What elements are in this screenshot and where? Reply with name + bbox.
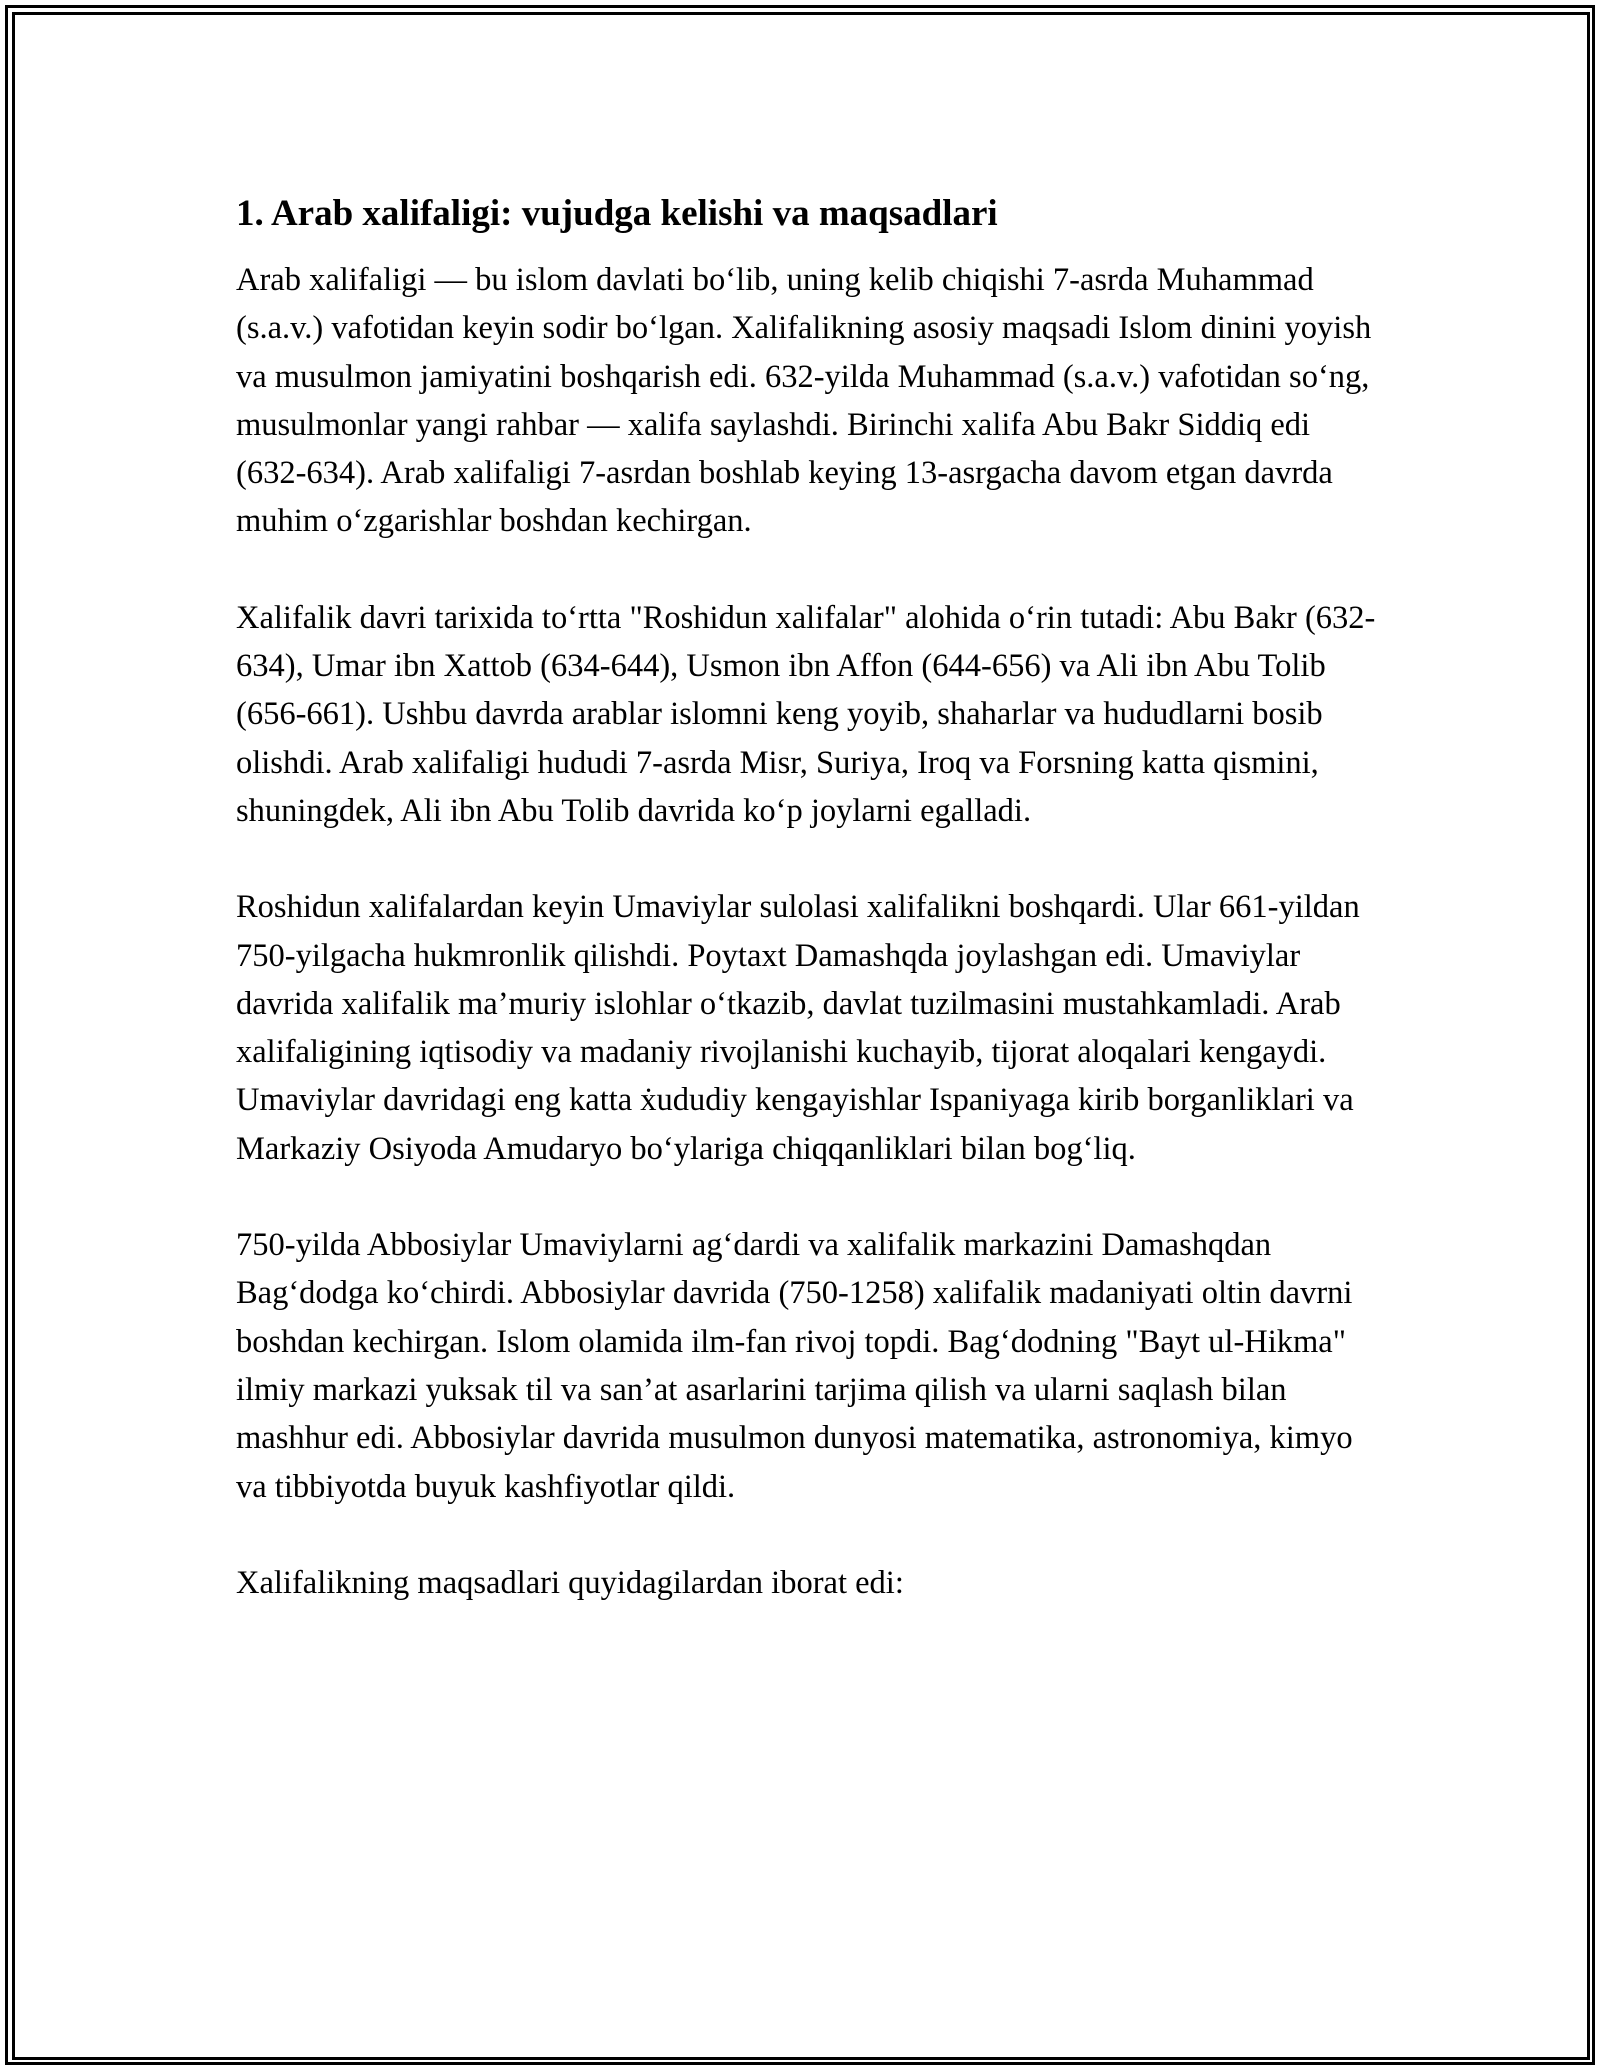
paragraph-intro: Arab xalifaligi — bu islom davlati bo‘lib, uning kelib chiqishi 7-asrda Muhammad (s.a.v.) vafotidan keyin sodir bo‘lgan. Xalifalikning asosiy maqsadi Islom dinini yoyish va musulmon jamiyatini boshqarish edi. 632-yilda Muhammad (s.a.v.) vafotidan so‘ng, musulmonlar yangi rahbar — xalifa saylashdi. Birinchi xalifa Abu Bakr Siddiq edi (632-634). Arab xalifaligi 7-asrdan boshlab keying 13-asrgacha davom etgan davrda muhim o‘zgarishlar boshdan kechirgan. — [236, 262, 1372, 540]
paragraph-umayyads: Roshidun xalifalardan keyin Umaviylar sulolasi xalifalikni boshqardi. Ular 661-yildan 750-yilgacha hukmronlik qilishdi. Poytaxt Damashqda joylashgan edi. Umaviylar davrida xalifalik ma’muriy islohlar o‘tkazib, davlat tuzilmasini mustahkamladi. Arab xalifaligining iqtisodiy va madaniy rivojlanishi kuchayib, tijorat aloqalari kengaydi. Umaviylar davridagi eng katta ẋududiy kengayishlar Ispaniyaga kirib borganliklari va Markaziy Osiyoda Amudaryo bo‘ylariga chiqqanliklari bilan bog‘liq. — [236, 889, 1360, 1167]
section-heading: 1. Arab xalifaligi: vujudga kelishi va maqsadlari — [236, 193, 998, 234]
document-body — [236, 186, 1376, 1655]
paragraph-rashidun: Xalifalik davri tarixida to‘rtta "Roshidun xalifalar" alohida o‘rin tutadi: Abu Bakr (632-634), Umar ibn Xattob (634-644), Usmon ibn Affon (644-656) va Ali ibn Abu Tolib (656-661). Ushbu davrda arablar islomni keng yoyib, shaharlar va hududlarni bosib olishdi. Arab xalifaligi hududi 7-asrda Misr, Suriya, Iroq va Forsning katta qismini, shuningdek, Ali ibn Abu Tolib davrida ko‘p joylarni egalladi. — [236, 599, 1376, 829]
paragraph-goals-intro: Xalifalikning maqsadlari quyidagilardan iborat edi: — [236, 1564, 904, 1601]
paragraph-abbasids: 750-yilda Abbosiylar Umaviylarni ag‘dardi va xalifalik markazini Damashqdan Bag‘dodga ko‘chirdi. Abbosiylar davrida (750-1258) xalifalik madaniyati oltin davrni boshdan kechirgan. Islom olamida ilm-fan rivoj topdi. Bag‘dodning "Bayt ul-Hikma" ilmiy markazi yuksak til va san’at asarlarini tarjima qilish va ularni saqlash bilan mashhur edi. Abbosiylar davrida musulmon dunyosi matematika, astronomiya, kimyo va tibbiyotda buyuk kashfiyotlar qildi. — [236, 1227, 1353, 1505]
